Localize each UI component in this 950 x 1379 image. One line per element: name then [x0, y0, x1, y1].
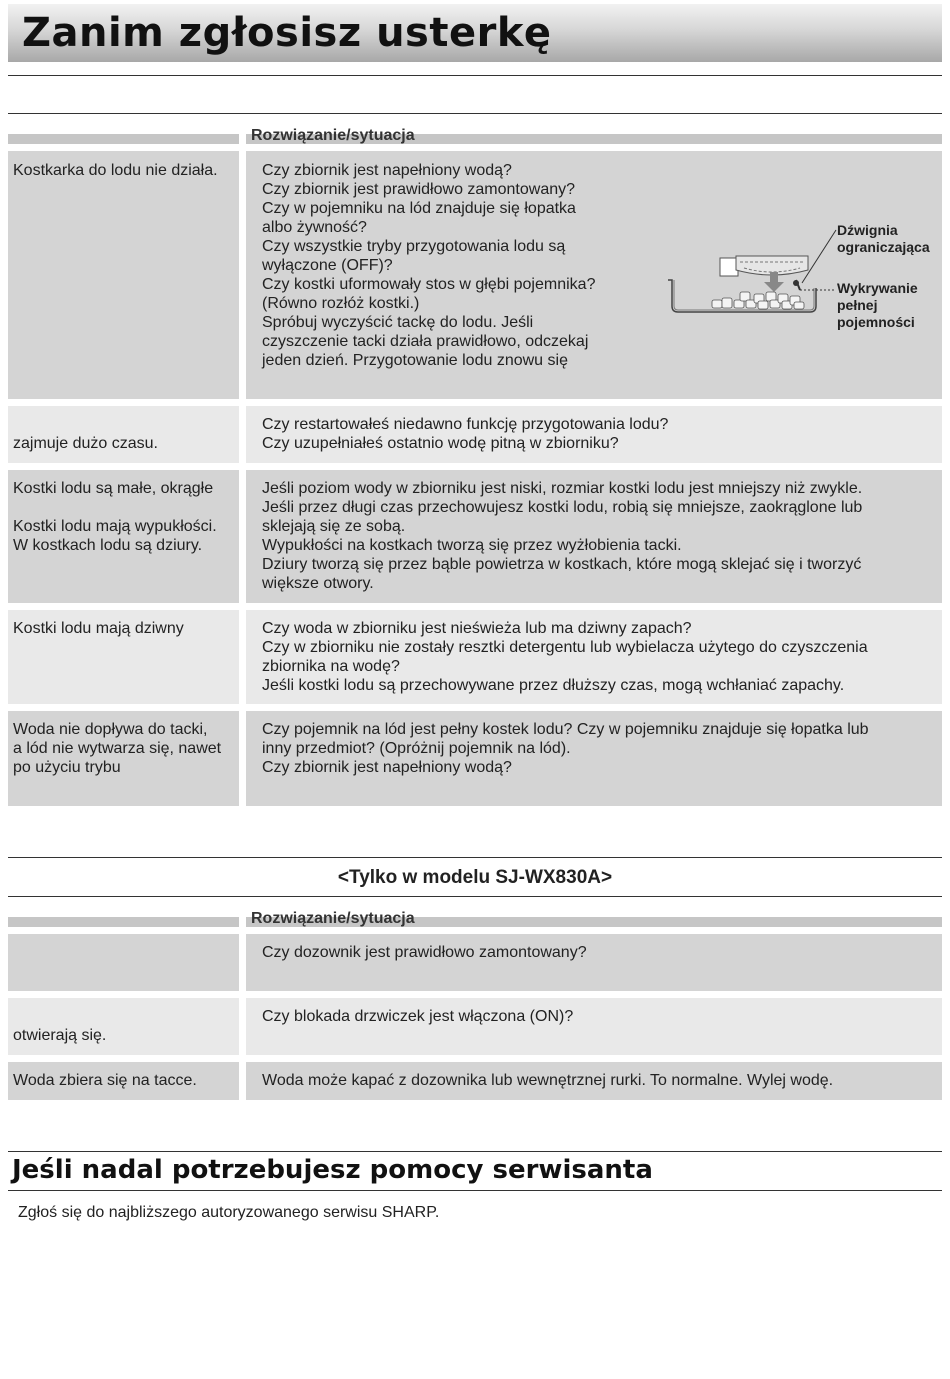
solution-text: Czy pojemnik na lód jest pełny kostek lodu? Czy w pojemniku znajduje się łopatka lub inny przedmiot? (Opróżnij pojemnik na lód). Czy zbiornik jest napełniony wodą? [262, 721, 869, 776]
divider [8, 1151, 942, 1152]
diagram-label-lever: Dźwignia ograniczająca [837, 222, 930, 255]
page-title-bar [8, 4, 942, 62]
problem-cell [8, 998, 239, 1055]
table-row [8, 470, 942, 603]
solution-text: Czy restartowałeś niedawno funkcję przygotowania lodu? Czy uzupełniałeś ostatnio wodę pitną w zbiorniku? [262, 416, 669, 452]
problem-cell [8, 610, 239, 704]
problem-cell [8, 1062, 239, 1100]
problem-cell [8, 470, 239, 603]
solution-text: Czy woda w zbiorniku jest nieświeża lub ma dziwny zapach? Czy w zbiorniku nie zostały resztki detergentu lub wybielacza użytego do czyszczenia zbiornika na wodę? Jeśli kostki lodu są przechowywane przez dłuższy czas, mogą wchłaniać zapachy. [262, 620, 868, 694]
table2-header-problem-bar [8, 917, 239, 927]
problem-text: otwierają się. [13, 1027, 107, 1044]
problem-text: Woda nie dopływa do tacki, a lód nie wytwarza się, nawet po użyciu trybu [13, 721, 222, 776]
table-row [8, 998, 942, 1055]
solution-cell [246, 470, 942, 603]
divider [8, 1190, 942, 1191]
problem-text: Kostki lodu mają dziwny [13, 620, 184, 637]
divider [8, 75, 942, 76]
divider [8, 113, 942, 114]
solution-cell [246, 1062, 942, 1100]
problem-cell [8, 934, 239, 991]
solution-cell [246, 711, 942, 806]
service-section-title: Jeśli nadal potrzebujesz pomocy serwisanta [12, 1155, 653, 1185]
problem-cell [8, 151, 239, 399]
solution-text: Woda może kapać z dozownika lub wewnętrznej rurki. To normalne. Wylej wodę. [262, 1072, 834, 1089]
model-section-title: <Tylko w modelu SJ-WX830A> [337, 867, 613, 888]
solution-cell [246, 610, 942, 704]
service-section-body: Zgłoś się do najbliższego autoryzowanego serwisu SHARP. [18, 1204, 440, 1221]
solution-text: Czy blokada drzwiczek jest włączona (ON)? [262, 1008, 574, 1025]
diagram-label-detect: Wykrywanie pełnej pojemności [837, 280, 918, 330]
solution-cell [246, 406, 942, 463]
problem-text: Woda zbiera się na tacce. [13, 1072, 197, 1089]
problem-cell [8, 711, 239, 806]
page-title: Zanim zgłosisz usterkę [22, 10, 552, 56]
solution-text: Czy zbiornik jest napełniony wodą? Czy zbiornik jest prawidłowo zamontowany? Czy w pojemniku na lód znajduje się łopatka albo żywność? Czy wszystkie tryby przygotowania lodu są wyłączone (OFF)? Czy kostki uformowały stos w głębi pojemnika? (Równo rozłóż kostki.) Spróbuj wyczyścić tackę do lodu. Jeśli czyszczenie tacki działa prawidłowo, odczekaj jeden dzień. Przygotowanie lodu znowu się [262, 162, 596, 369]
problem-text: Kostki lodu są małe, okrągłe Kostki lodu mają wypukłości. W kostkach lodu są dziury. [13, 480, 217, 554]
table2-header-solution: Rozwiązanie/sytuacja [251, 910, 415, 927]
problem-cell [8, 406, 239, 463]
ice-bin-diagram [660, 220, 940, 330]
problem-text: Kostkarka do lodu nie działa. [13, 162, 218, 179]
solution-text: Czy dozownik jest prawidłowo zamontowany? [262, 944, 587, 961]
solution-text: Jeśli poziom wody w zbiorniku jest niski, rozmiar kostki lodu jest mniejszy niż zwykle. Jeśli przez długi czas przechowujesz kostki lodu, robią się mniejsze, zaokrąglone lub sklejają się ze sobą. Wypukłości na kostkach tworzą się przez wyżłobienia tacki. Dziury tworzą się przez bąble powietrza w kostkach, które mogą sklejać się i tworzyć większe otwory. [262, 480, 863, 592]
table1-header-solution: Rozwiązanie/sytuacja [251, 127, 415, 144]
table-row [8, 610, 942, 704]
solution-cell [246, 934, 942, 991]
divider [8, 896, 942, 897]
divider [8, 857, 942, 858]
table-row [8, 711, 942, 806]
table-row [8, 934, 942, 991]
solution-cell [246, 998, 942, 1055]
table-row [8, 1062, 942, 1100]
table-row [8, 406, 942, 463]
table1-header-problem-bar [8, 134, 239, 144]
problem-text: zajmuje dużo czasu. [13, 435, 158, 452]
